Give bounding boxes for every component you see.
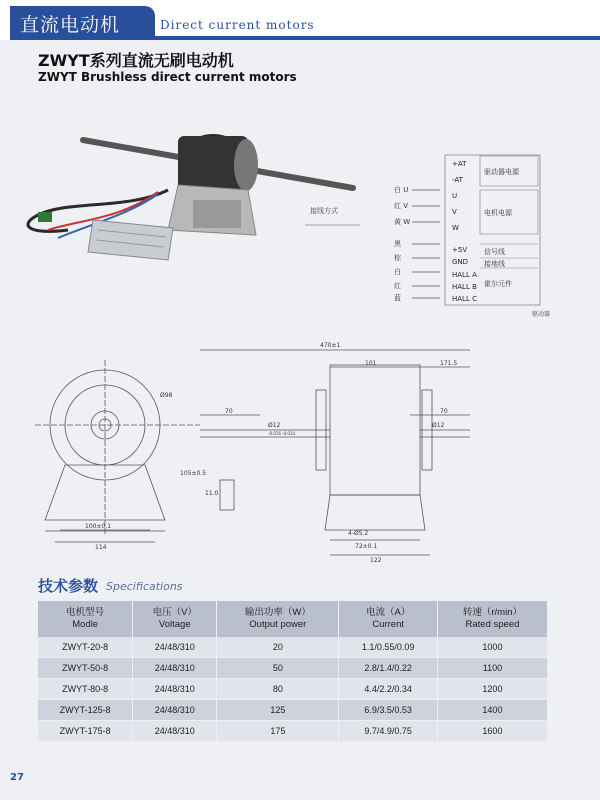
dim-tolerance: -0.016 -0.034 [268, 431, 296, 436]
wire-label: 白 U [394, 186, 409, 194]
group-label: 霍尔元件 [484, 280, 512, 288]
wire-label: 蓝 [394, 294, 401, 302]
table-cell: 24/48/310 [133, 637, 217, 658]
table-cell: 6.9/3.5/0.53 [339, 700, 437, 721]
table-cell: 1400 [437, 700, 547, 721]
terminal-label: -AT [452, 176, 463, 184]
dim-base-width: 100±0.1 [85, 523, 112, 530]
column-header: 电压（V） Voltage [133, 601, 217, 637]
table-cell: 125 [217, 700, 339, 721]
section-title-en: Direct current motors [160, 18, 315, 32]
table-cell: 24/48/310 [133, 721, 217, 742]
dim-holes: 4-Ø5.2 [348, 530, 369, 537]
table-row [38, 700, 548, 721]
column-header: 电流（A） Current [339, 601, 437, 637]
dim-hole-spacing: 72±0.1 [355, 543, 378, 550]
specs-title-en: Specifications [106, 580, 183, 593]
table-row [38, 721, 548, 742]
table-cell: 9.7/4.9/0.75 [339, 721, 437, 742]
header-rule [155, 36, 600, 40]
terminal-label: +5V [452, 246, 468, 254]
wire-label: 棕 [394, 254, 401, 262]
table-cell: 1000 [437, 637, 547, 658]
table-header-row [38, 601, 548, 637]
terminal-label: GND [452, 258, 469, 266]
side-view-body [330, 365, 420, 495]
dim-base-total: 114 [95, 544, 107, 551]
group-label: 电机电源 [484, 209, 512, 217]
wire-label: 黄 W [394, 218, 411, 226]
terminal-label: HALL B [452, 283, 477, 291]
key-detail [220, 480, 234, 510]
terminal-label: +AT [452, 160, 467, 168]
terminal-label: W [452, 224, 459, 232]
dim-key: 11.0 [205, 490, 219, 497]
table-cell: 20 [217, 637, 339, 658]
table-cell: 24/48/310 [133, 658, 217, 679]
table-cell: 1.1/0.55/0.09 [339, 637, 437, 658]
terminal-label: HALL A [452, 271, 477, 279]
table-cell: ZWYT-175-8 [38, 721, 133, 742]
dim-shaft-left-70: 70 [225, 408, 233, 415]
table-cell: 1200 [437, 679, 547, 700]
terminal-label: U [452, 192, 458, 200]
table-cell: ZWYT-125-8 [38, 700, 133, 721]
table-cell: 24/48/310 [133, 679, 217, 700]
dim-body-length: 101 [365, 360, 377, 367]
table-cell: 175 [217, 721, 339, 742]
table-cell: 4.4/2.2/0.34 [339, 679, 437, 700]
engineering-drawing [30, 335, 480, 565]
table-cell: ZWYT-20-8 [38, 637, 133, 658]
dim-base-length: 122 [370, 557, 382, 564]
page-number: 27 [10, 772, 24, 783]
dim-shaft-right: 171.5 [440, 360, 458, 367]
dim-shaft-diameter: Ø12 [432, 422, 445, 429]
dim-diameter: Ø98 [160, 392, 173, 399]
wiring-diagram [300, 150, 550, 320]
wire-label: 红 [394, 282, 401, 290]
table-row [38, 637, 548, 658]
specs-title-cn: 技术参数 [38, 577, 99, 595]
table-cell: 1600 [437, 721, 547, 742]
wire-label: 红 V [394, 202, 409, 210]
group-label: 驱动器电源 [484, 168, 519, 176]
table-cell: ZWYT-50-8 [38, 658, 133, 679]
wire-label: 黑 [394, 240, 401, 248]
column-header: 电机型号 Modle [38, 601, 133, 637]
terminal-label: V [452, 208, 457, 216]
page-title-cn: ZWYT系列直流无刷电动机 [38, 51, 234, 70]
page-title-en: ZWYT Brushless direct current motors [38, 70, 297, 84]
table-row [38, 658, 548, 679]
dim-shaft-right-70: 70 [440, 408, 448, 415]
specs-table [38, 601, 548, 742]
table-cell: 80 [217, 679, 339, 700]
dim-total-length: 470±1 [320, 342, 341, 349]
table-cell: 1100 [437, 658, 547, 679]
table-cell: ZWYT-80-8 [38, 679, 133, 700]
dim-shaft-diameter: Ø12 [268, 422, 281, 429]
wiring-method-label: 接线方式 [310, 207, 338, 215]
terminal-label: HALL C [452, 295, 477, 303]
driver-caption: 驱动器 [532, 311, 550, 318]
group-label: 接地线 [484, 260, 505, 268]
dim-center-height: 105±0.5 [180, 470, 207, 477]
table-cell: 50 [217, 658, 339, 679]
table-cell: 24/48/310 [133, 700, 217, 721]
table-row [38, 679, 548, 700]
group-label: 信号线 [484, 248, 505, 256]
wire-label: 白 [394, 268, 401, 276]
column-header: 输出功率（W） Output power [217, 601, 339, 637]
table-cell: 2.8/1.4/0.22 [339, 658, 437, 679]
column-header: 转速（r/min） Rated speed [437, 601, 547, 637]
section-title-cn: 直流电动机 [20, 14, 121, 36]
